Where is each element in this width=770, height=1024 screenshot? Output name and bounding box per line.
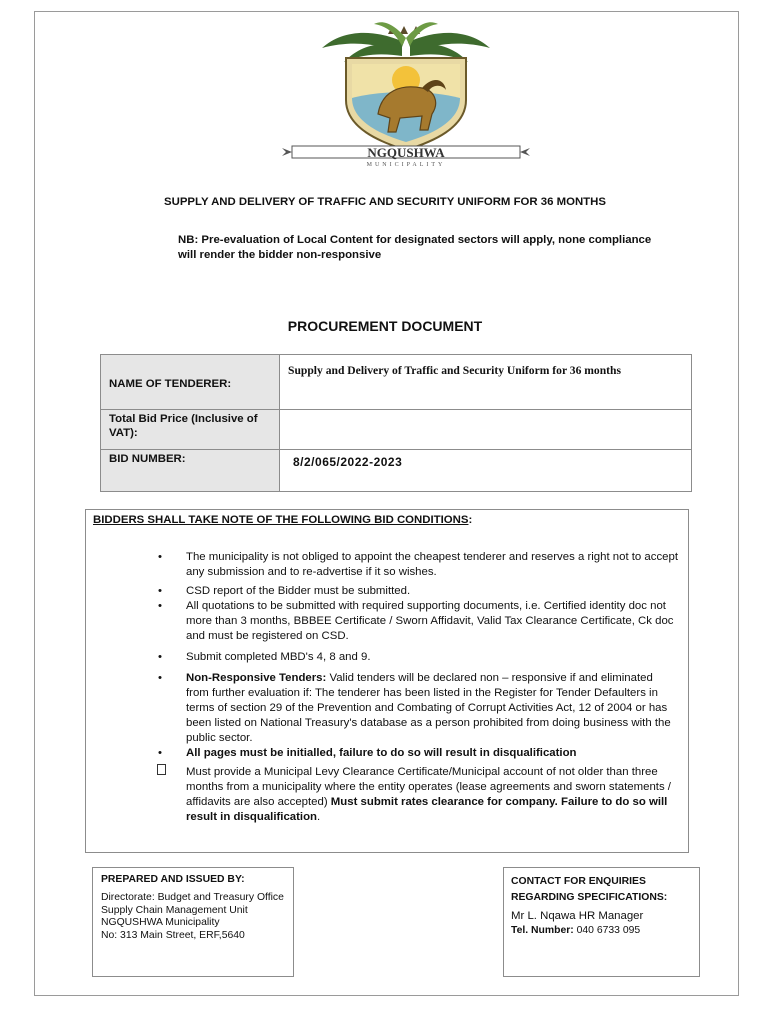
levy-text: Must provide a Municipal Levy Clearance Certificate/Municipal account of not older than three months from a municipality where the entity operates (lease agreements and sworn statements / affidavits are also accepted) xyxy=(186,766,671,808)
prepared-line: Directorate: Budget and Treasury Office xyxy=(101,892,284,903)
bid-number-value[interactable]: 8/2/065/2022-2023 xyxy=(280,450,692,492)
condition-text: All quotations to be submitted with required supporting documents, i.e. Certified identity doc not more than 3 months, BBBEE Certificate / Sworn Affidavit, Valid Tax Clearance Certificate, Ck doc and must be registered on CSD. xyxy=(186,600,674,642)
contact-name: Mr L. Nqawa HR Manager xyxy=(511,910,644,922)
contact-telephone xyxy=(511,925,640,936)
contact-box xyxy=(503,867,700,977)
contact-heading: CONTACT FOR ENQUIRIES REGARDING SPECIFICATIONS: xyxy=(511,876,668,903)
bullet-icon: • xyxy=(158,672,162,684)
condition-bold-text: Non-Responsive Tenders: xyxy=(186,672,327,684)
condition-text: The municipality is not obliged to appoint the cheapest tenderer and reserves a right not to accept any submission and to re-advertise if it so wishes. xyxy=(186,551,678,578)
bid-number-label: BID NUMBER: xyxy=(101,450,280,492)
levy-end: . xyxy=(317,811,321,823)
nb-notice: NB: Pre-evaluation of Local Content for designated sectors will apply, none compliance will render the bidder non-responsive xyxy=(178,234,652,261)
table-row xyxy=(101,450,692,492)
condition-text: Submit completed MBD's 4, 8 and 9. xyxy=(186,651,371,663)
bid-conditions-heading xyxy=(93,514,472,526)
prepared-by-heading: PREPARED AND ISSUED BY: xyxy=(101,874,245,885)
bid-conditions-list xyxy=(148,550,678,780)
table-row xyxy=(101,410,692,450)
list-item xyxy=(148,746,678,761)
total-bid-price-label: Total Bid Price (Inclusive of VAT): xyxy=(101,410,280,450)
bid-conditions-heading-colon: : xyxy=(468,514,473,526)
bullet-icon: • xyxy=(158,551,162,563)
bullet-icon: • xyxy=(158,585,162,597)
condition-bold-text: All pages must be initialled, failure to do so will result in disqualification xyxy=(186,747,577,759)
bullet-icon: • xyxy=(158,747,162,759)
table-row xyxy=(101,355,692,410)
checkbox-glyph-icon xyxy=(157,764,166,775)
prepared-by-details xyxy=(101,892,289,942)
prepared-line: No: 313 Main Street, ERF,5640 xyxy=(101,929,245,941)
list-item xyxy=(148,671,678,746)
condition-text: CSD report of the Bidder must be submitted. xyxy=(186,585,411,597)
prepared-line: NGQUSHWA Municipality xyxy=(101,917,220,928)
tel-value[interactable]: 040 6733 095 xyxy=(573,925,641,936)
bullet-icon: • xyxy=(158,600,162,612)
list-item xyxy=(148,650,678,665)
tender-info-table xyxy=(100,354,692,492)
name-of-tenderer-value[interactable]: Supply and Delivery of Traffic and Security Uniform for 36 months xyxy=(280,355,692,410)
crest-text: NGQUSHWA xyxy=(367,145,445,160)
procurement-heading: PROCUREMENT DOCUMENT xyxy=(287,318,483,334)
crest-subtext: MUNICIPALITY xyxy=(366,162,446,168)
prepared-line: Supply Chain Management Unit xyxy=(101,904,248,916)
bullet-icon: • xyxy=(158,651,162,663)
list-item xyxy=(148,599,678,644)
prepared-by-box xyxy=(92,867,294,977)
list-item xyxy=(148,550,678,580)
levy-clearance-paragraph xyxy=(186,765,676,825)
bid-conditions-heading-text: BIDDERS SHALL TAKE NOTE OF THE FOLLOWING BID CONDITIONS xyxy=(93,514,469,526)
levy-bold-text: Must submit rates clearance for company. Failure to do so will result in disqualification xyxy=(186,796,668,823)
document-title: SUPPLY AND DELIVERY OF TRAFFIC AND SECURITY UNIFORM FOR 36 MONTHS xyxy=(164,196,606,208)
tel-label: Tel. Number: xyxy=(511,925,574,936)
condition-text: Valid tenders will be declared non – responsive if and eliminated from further evaluation if: The tenderer has been listed in the Register for Tender Defaulters in terms of section 29 of the Prevention and Combating of Corrupt Activities Act, 12 of 2004 or has been listed on National Treasury's database as a person prohibited from doing business with the public sector. xyxy=(186,672,671,744)
list-item xyxy=(148,584,678,599)
name-of-tenderer-label: NAME OF TENDERER: xyxy=(101,355,280,410)
total-bid-price-value[interactable] xyxy=(280,410,692,450)
ngqushwa-crest-logo xyxy=(282,18,530,168)
